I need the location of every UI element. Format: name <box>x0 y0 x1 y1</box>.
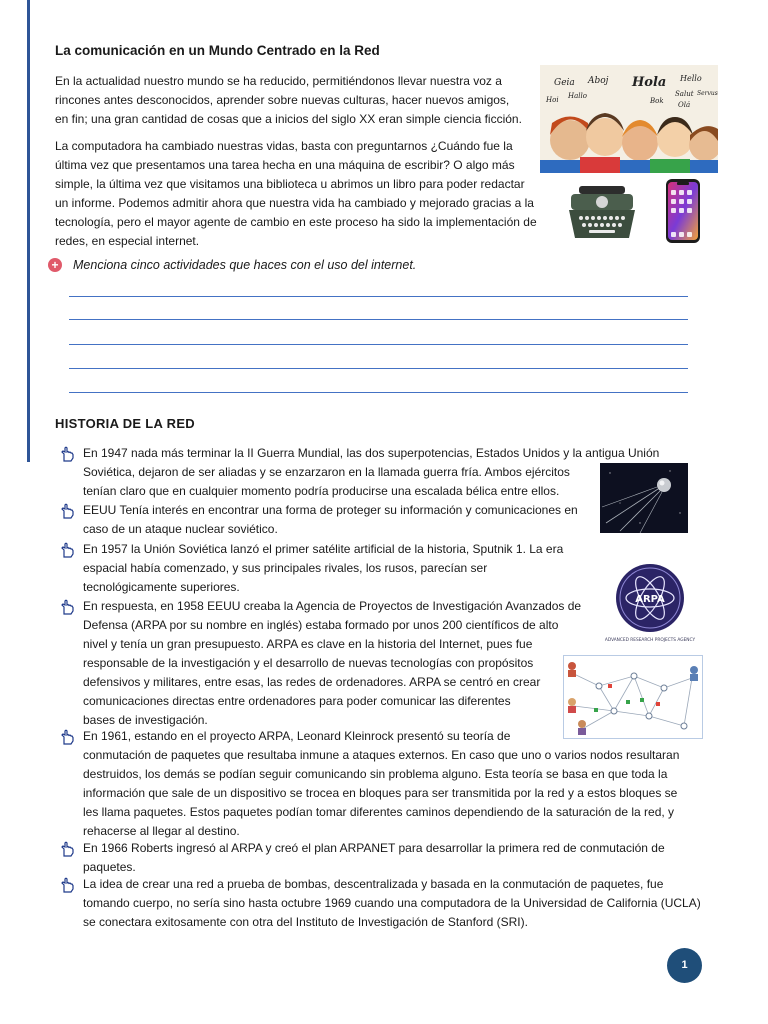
svg-text:Hello: Hello <box>680 74 702 83</box>
pointing-hand-icon <box>60 446 76 462</box>
list-item: En 1957 la Unión Soviética lanzó el primer satélite artificial de la historia, Sputnik 1. La era espacial había comenzado, y sus principales rivales, los rusos, parecían ser tecnológicamente superiores. <box>60 540 590 597</box>
pointing-hand-icon <box>60 503 76 519</box>
svg-text:ARPA: ARPA <box>635 594 665 605</box>
svg-text:Salut: Salut <box>675 90 694 98</box>
answer-line[interactable] <box>69 296 688 297</box>
history-title: HISTORIA DE LA RED <box>55 416 195 431</box>
answer-line[interactable] <box>69 368 688 369</box>
activity-question <box>48 258 416 272</box>
svg-text:Hola: Hola <box>632 75 667 90</box>
computer-paragraph: La computadora ha cambiado nuestras vidas, basta con preguntarnos ¿Cuándo fue la última vez que presentamos una tarea hecha en una máquina de escribir? O algo más simple, la última vez que visitamos una biblioteca u abrimos un libro para poder redactar un informe. Podemos admitir ahora que nuestra vida ha cambiado y mejorado gracias a la tecnología, pero el mayor agente de cambio en este proceso ha sido la implementación de redes, en especial internet. <box>55 139 537 248</box>
list-item: En respuesta, en 1958 EEUU creaba la Agencia de Proyectos de Investigación Avanzados de Defensa (ARPA por su nombre en inglés) estaba formado por unos 200 científicos de alto nivel y tenía un gran presupuesto. ARPA es clave en la historia del Internet, pues fue responsable de la investigación y el desarrollo de nuevas tecnologías con propósitos defensivos y militares, entre esas, las redes de ordenadores. ARPA se centró en crear comunicaciones directas entre ordenadores para poder comunicar las diferentes bases de investigación. <box>60 597 587 730</box>
intro-paragraph: En la actualidad nuestro mundo se ha reducido, permitiéndonos llevar nuestra voz a rincones antes desconocidos, aprender sobre nuevas culturas, hacer nuevos amigos, en fin; una gran cantidad de cosas que a inicios del siglo XX eran simple ciencia ficción. <box>55 74 522 126</box>
pointing-hand-icon <box>60 729 76 745</box>
plus-icon: + <box>48 258 62 272</box>
svg-text:Hoi: Hoi <box>546 96 559 104</box>
answer-line[interactable] <box>69 392 688 393</box>
answer-line[interactable] <box>69 344 688 345</box>
smartphone-image <box>664 178 704 244</box>
list-item: La idea de crear una red a prueba de bombas, descentralizada y basada en la conmutación de paquetes, fue tomando cuerpo, no sería sino hasta octubre 1969 cuando una computadora de la Universidad de California (UCLA) se conectara exitosamente con otra del Instituto de Investigación de Stanford (SRI). <box>60 875 705 932</box>
typewriter-image <box>567 180 637 246</box>
svg-text:ADVANCED RESEARCH PROJECTS AGE: ADVANCED RESEARCH PROJECTS AGENCY <box>604 638 696 643</box>
question-text: Menciona cinco actividades que haces con el uso del internet. <box>73 258 417 272</box>
greetings-illustration <box>540 65 718 173</box>
list-item: En 1961, estando en el proyecto ARPA, Leonard Kleinrock presentó su teoría de conmutación de paquetes que resultaba inmune a ataques externos. En caso que uno o varios nodos resultaran destruidos, los demás se podían seguir comunicando sin problema alguno. Esta teoría se basa en que toda la información que sale de un dispositivo se trocea en bloques para ser transmitida por la red y a estos bloques se les llama paquetes. Estos paquetes podían tomar diferentes caminos dependiendo de la saturación de la red, y rehacerse al llegar al destino. <box>60 727 705 841</box>
svg-text:Bok: Bok <box>650 97 664 105</box>
arpa-logo <box>604 562 696 644</box>
sputnik-image <box>600 463 688 533</box>
pointing-hand-icon <box>60 841 76 857</box>
left-accent-bar <box>27 0 30 462</box>
pointing-hand-icon <box>60 877 76 893</box>
section-title: La comunicación en un Mundo Centrado en la Red <box>55 43 380 58</box>
svg-text:Aboj: Aboj <box>588 76 609 86</box>
svg-text:Hallo: Hallo <box>568 92 587 100</box>
list-item: EEUU Tenía interés en encontrar una forma de proteger su información y comunicaciones en caso de un ataque nuclear soviético. <box>60 501 600 539</box>
pointing-hand-icon <box>60 542 76 558</box>
list-item: En 1966 Roberts ingresó al ARPA y creó el plan ARPANET para desarrollar la primera red de conmutación de paquetes. <box>60 839 705 877</box>
pointing-hand-icon <box>60 599 76 615</box>
svg-text:Olá: Olá <box>678 101 691 109</box>
answer-line[interactable] <box>69 319 688 320</box>
list-item: En 1947 nada más terminar la II Guerra Mundial, las dos superpotencias, Estados Unidos y la antigua Unión Soviética, dejaron de ser aliadas y se enzarzaron en la llamada guerra fría. Ambos ejércitos tenían claro que en cualquier momento podría producirse una escalada bélica entre ellos. <box>60 444 710 501</box>
svg-text:Geia: Geia <box>554 78 575 88</box>
page-number: 1 <box>667 948 702 983</box>
svg-text:Servus: Servus <box>697 90 718 97</box>
